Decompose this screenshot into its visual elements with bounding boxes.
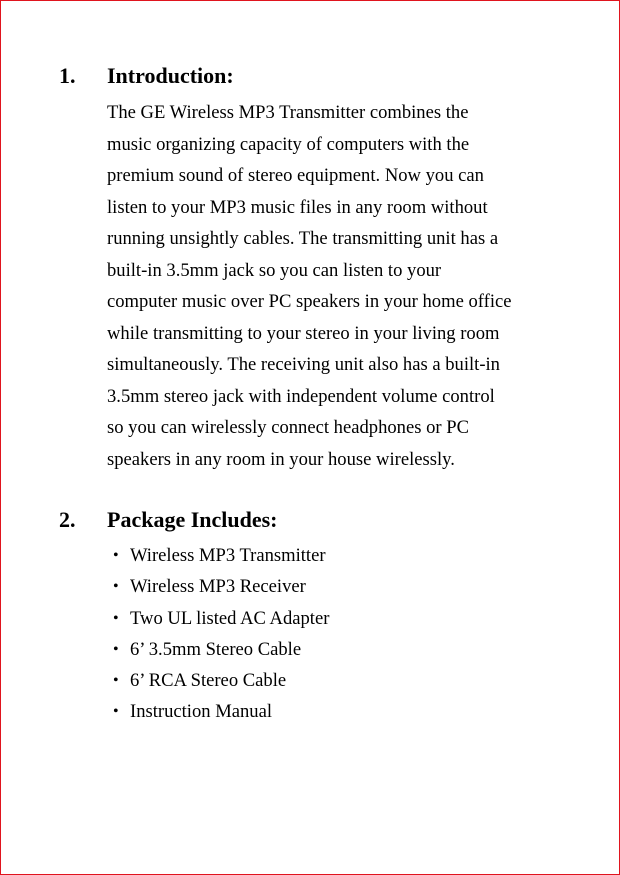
section-number: 2. [59, 507, 76, 532]
section-title: Introduction: [107, 63, 234, 88]
list-item [0, 540, 620, 571]
package-list [0, 540, 620, 728]
list-item [0, 571, 620, 602]
list-item [0, 634, 620, 665]
list-item [0, 603, 620, 634]
section-heading [0, 62, 620, 90]
bullet-icon: • [113, 703, 119, 721]
bullet-icon: • [113, 578, 119, 596]
bullet-icon: • [113, 547, 119, 564]
paragraph-line: computer music over PC speakers in your home office [107, 291, 512, 312]
section-heading [0, 506, 620, 534]
list-item-label: Wireless MP3 Receiver [130, 576, 306, 598]
bullet-icon: • [113, 672, 119, 690]
list-item [0, 665, 620, 696]
paragraph-line: speakers in any room in your house wirelessly. [107, 448, 455, 470]
paragraph-line: so you can wirelessly connect headphones or PC [107, 417, 469, 438]
list-item-label: Two UL listed AC Adapter [130, 607, 330, 629]
paragraph-line: music organizing capacity of computers with the [107, 133, 470, 155]
section-introduction [0, 62, 620, 470]
paragraph-line: built-in 3.5mm jack so you can listen to your [107, 259, 442, 281]
section-title: Package Includes: [107, 507, 278, 532]
paragraph-line: premium sound of stereo equipment. Now you can [107, 165, 484, 186]
bullet-icon: • [113, 640, 119, 658]
introduction-paragraph [107, 97, 567, 475]
list-item-label: Wireless MP3 Transmitter [130, 545, 326, 566]
paragraph-line: while transmitting to your stereo in your living room [107, 322, 500, 344]
bullet-icon: • [113, 609, 119, 627]
list-item-label: Instruction Manual [130, 701, 273, 723]
section-number: 1. [59, 63, 76, 88]
paragraph-line: running unsightly cables. The transmitting unit has a [107, 228, 499, 249]
paragraph-line: 3.5mm stereo jack with independent volume control [107, 385, 495, 407]
paragraph-line: listen to your MP3 music files in any room without [107, 196, 488, 218]
paragraph-line: simultaneously. The receiving unit also has a built-in [107, 354, 500, 375]
list-item-label: 6’ RCA Stereo Cable [130, 670, 287, 692]
paragraph-line: The GE Wireless MP3 Transmitter combines the [107, 102, 469, 123]
list-item [0, 696, 620, 727]
list-item-label: 6’ 3.5mm Stereo Cable [130, 638, 302, 660]
section-package-includes [0, 506, 620, 723]
